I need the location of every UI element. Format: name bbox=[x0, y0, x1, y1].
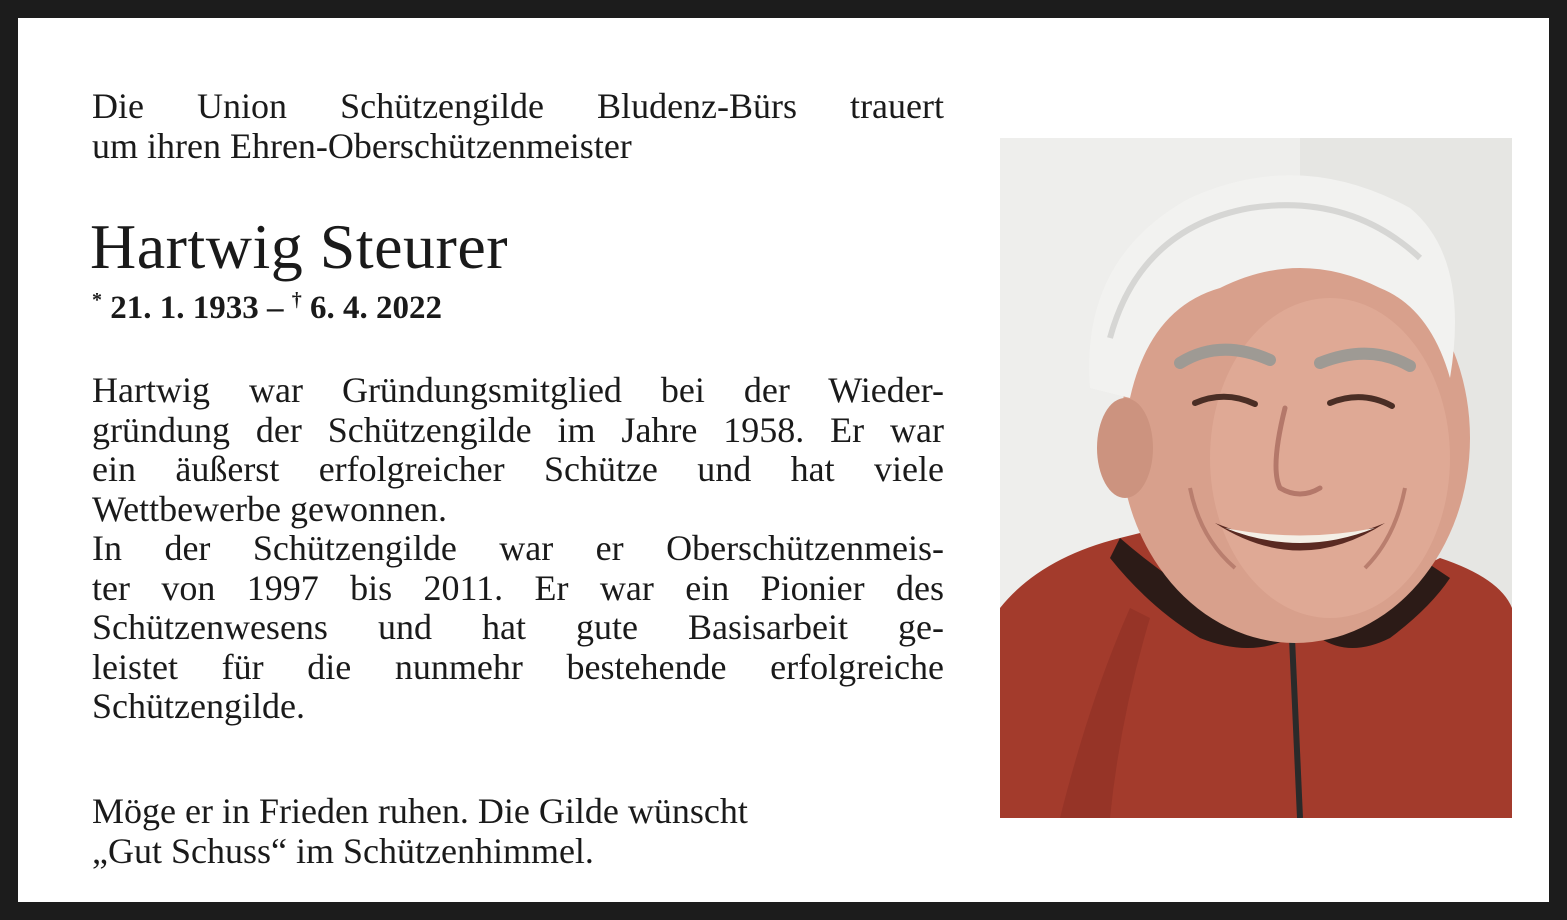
portrait-illustration bbox=[1000, 138, 1512, 818]
portrait-photo bbox=[1000, 138, 1512, 818]
life-dates bbox=[92, 288, 442, 328]
death-symbol: † bbox=[291, 289, 302, 311]
date-separator: – bbox=[267, 290, 284, 326]
body-line: gründung der Schützengilde im Jahre 1958. Er war bbox=[92, 409, 944, 450]
body-line: Hartwig war Gründungsmitglied bei der Wieder- bbox=[92, 370, 944, 410]
body-line: ein äußerst erfolgreicher Schütze und hat viele bbox=[92, 449, 944, 489]
closing-line-2: „Gut Schuss“ im Schützenhimmel. bbox=[92, 831, 594, 871]
birth-symbol: * bbox=[92, 289, 102, 311]
closing-text bbox=[92, 791, 944, 871]
obituary-body bbox=[92, 371, 944, 727]
closing-line-1: Möge er in Frieden ruhen. Die Gilde wünscht bbox=[92, 791, 748, 831]
body-line: leistet für die nunmehr bestehende erfolgreiche bbox=[92, 646, 944, 687]
death-date: 6. 4. 2022 bbox=[310, 290, 442, 326]
body-line: ter von 1997 bis 2011. Er war ein Pionier des bbox=[92, 567, 944, 608]
body-line: In der Schützengilde war er Oberschützenmeis- bbox=[92, 528, 944, 568]
intro-line-1: Die Union Schützengilde Bludenz-Bürs trauert bbox=[92, 86, 944, 126]
birth-date: 21. 1. 1933 bbox=[110, 290, 259, 326]
deceased-name: Hartwig Steurer bbox=[90, 211, 509, 282]
intro-line-2: um ihren Ehren-Oberschützenmeister bbox=[92, 126, 632, 166]
body-line: Schützengilde. bbox=[92, 686, 305, 726]
body-line: Wettbewerbe gewonnen. bbox=[92, 488, 447, 529]
intro-text bbox=[92, 86, 944, 166]
body-line: Schützenwesens und hat gute Basisarbeit ge- bbox=[92, 607, 944, 647]
